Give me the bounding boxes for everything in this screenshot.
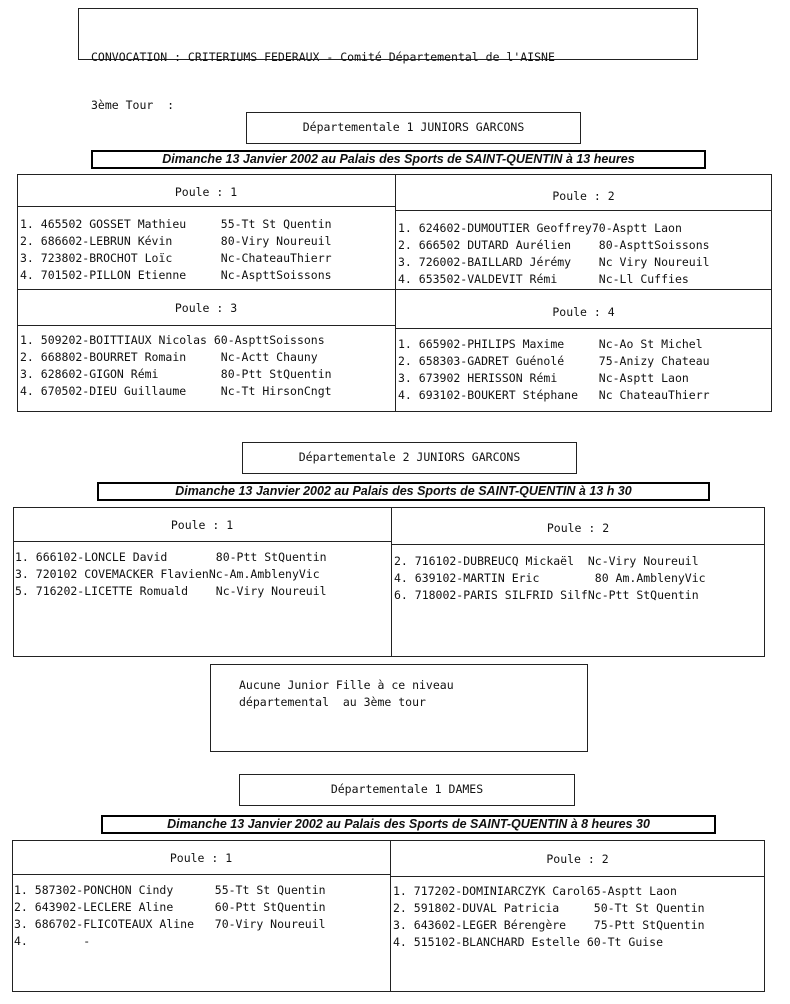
player-entry: 4. 653502-VALDEVIT Rémi Nc-Ll Cuffies	[398, 272, 689, 286]
player-entry: 2. 666502 DUTARD Aurélien 80-AspttSoissons	[398, 238, 710, 252]
player-entry: 4. 515102-BLANCHARD Estelle 60-Tt Guise	[393, 935, 664, 949]
poule-title: Poule : 2	[546, 852, 609, 866]
poule-1-player-list	[15, 549, 389, 600]
player-entry: 5. 716202-LICETTE Romuald Nc-Viry Noureuil	[15, 584, 327, 598]
date-banner-d2-juniors: Dimanche 13 Janvier 2002 au Palais des Sports de SAINT-QUENTIN à 13 h 30	[97, 482, 710, 501]
player-entry: 1. 666102-LONCLE David 80-Ptt StQuentin	[15, 550, 327, 564]
section-label-d1-juniors: Départementale 1 JUNIORS GARCONS	[246, 112, 581, 144]
player-entry: 2. 668802-BOURRET Romain Nc-Actt Chauny	[20, 350, 318, 364]
player-entry: 2. 658303-GADRET Guénolé 75-Anizy Chateau	[398, 354, 710, 368]
player-entry: 4. 701502-PILLON Etienne Nc-AspttSoissons	[20, 268, 332, 282]
poule-2-player-list	[398, 220, 770, 288]
player-entry: 3. 686702-FLICOTEAUX Aline 70-Viry Noureuil	[14, 917, 326, 931]
poule-title: Poule : 4	[552, 305, 615, 319]
player-entry: 1. 717202-DOMINIARCZYK Carol65-Asptt Laon	[393, 884, 677, 898]
player-entry: 2. 643902-LECLERE Aline 60-Ptt StQuentin	[14, 900, 326, 914]
row-divider	[12, 874, 390, 875]
poule-title: Poule : 2	[552, 189, 615, 203]
player-entry: 3. 720102 COVEMACKER FlavienNc-Am.AmblenyVic	[15, 567, 320, 581]
player-entry: 1. 509202-BOITTIAUX Nicolas 60-AspttSoissons	[20, 333, 325, 347]
player-entry: 4. -	[14, 934, 91, 948]
player-entry: 6. 718002-PARIS SILFRID SilfNc-Ptt StQuentin	[394, 588, 699, 602]
player-entry: 4. 670502-DIEU Guillaume Nc-Tt HirsonCngt	[20, 384, 332, 398]
player-entry: 1. 465502 GOSSET Mathieu 55-Tt St Quentin	[20, 217, 332, 231]
player-entry: 3. 628602-GIGON Rémi 80-Ptt StQuentin	[20, 367, 332, 381]
player-entry: 2. 591802-DUVAL Patricia 50-Tt St Quentin	[393, 901, 705, 915]
poule-title: Poule : 3	[174, 301, 238, 315]
row-divider	[13, 541, 391, 542]
row-divider	[395, 328, 772, 329]
player-entry: 4. 693102-BOUKERT Stéphane Nc ChateauThierr	[398, 388, 710, 402]
row-divider	[391, 544, 765, 545]
player-entry: 3. 643602-LEGER Bérengère 75-Ptt StQuentin	[393, 918, 705, 932]
poule-3-player-list	[20, 332, 394, 400]
note-line: Aucune Junior Fille à ce niveau	[239, 678, 454, 692]
row-divider	[17, 289, 772, 290]
player-entry: 3. 726002-BAILLARD Jérémy Nc Viry Noureuil	[398, 255, 710, 269]
poule-title: Poule : 1	[170, 518, 234, 532]
convocation-header	[78, 8, 698, 112]
player-entry: 3. 673902 HERISSON Rémi Nc-Asptt Laon	[398, 371, 689, 385]
date-banner-d1-dames: Dimanche 13 Janvier 2002 au Palais des Sports de SAINT-QUENTIN à 8 heures 30	[101, 815, 716, 834]
player-entry: 3. 723802-BROCHOT Loïc Nc-ChateauThierr	[20, 251, 332, 265]
row-divider	[17, 206, 395, 207]
header-round: 3ème Tour :	[91, 98, 175, 112]
player-entry: 4. 639102-MARTIN Eric 80 Am.AmblenyVic	[394, 571, 706, 585]
date-banner-d1-juniors: Dimanche 13 Janvier 2002 au Palais des Sports de SAINT-QUENTIN à 13 heures	[91, 150, 706, 169]
poule-4-player-list	[398, 336, 770, 404]
no-junior-girls-note	[210, 664, 588, 752]
poule-1-player-list	[14, 882, 388, 950]
player-entry: 1. 624602-DUMOUTIER Geoffrey70-Asptt Laon	[398, 221, 682, 235]
row-divider	[395, 210, 772, 211]
note-line: départemental au 3ème tour	[239, 695, 426, 709]
section-label-d1-dames: Départementale 1 DAMES	[239, 774, 575, 806]
player-entry: 2. 686602-LEBRUN Kévin 80-Viry Noureuil	[20, 234, 332, 248]
poule-2-player-list	[393, 883, 763, 951]
poule-title: Poule : 2	[546, 521, 610, 535]
row-divider	[390, 876, 765, 877]
player-entry: 1. 587302-PONCHON Cindy 55-Tt St Quentin	[14, 883, 326, 897]
header-title: CONVOCATION : CRITERIUMS FEDERAUX - Comité Départemental de l'AISNE	[91, 50, 555, 64]
poule-2-player-list	[394, 553, 764, 604]
row-divider	[17, 325, 395, 326]
poule-title: Poule : 1	[174, 185, 238, 199]
section-label-d2-juniors: Départementale 2 JUNIORS GARCONS	[242, 442, 577, 474]
poule-1-player-list	[20, 216, 394, 284]
poule-title: Poule : 1	[169, 851, 233, 865]
player-entry: 2. 716102-DUBREUCQ Mickaël Nc-Viry Noureuil	[394, 554, 699, 568]
player-entry: 1. 665902-PHILIPS Maxime Nc-Ao St Michel	[398, 337, 703, 351]
